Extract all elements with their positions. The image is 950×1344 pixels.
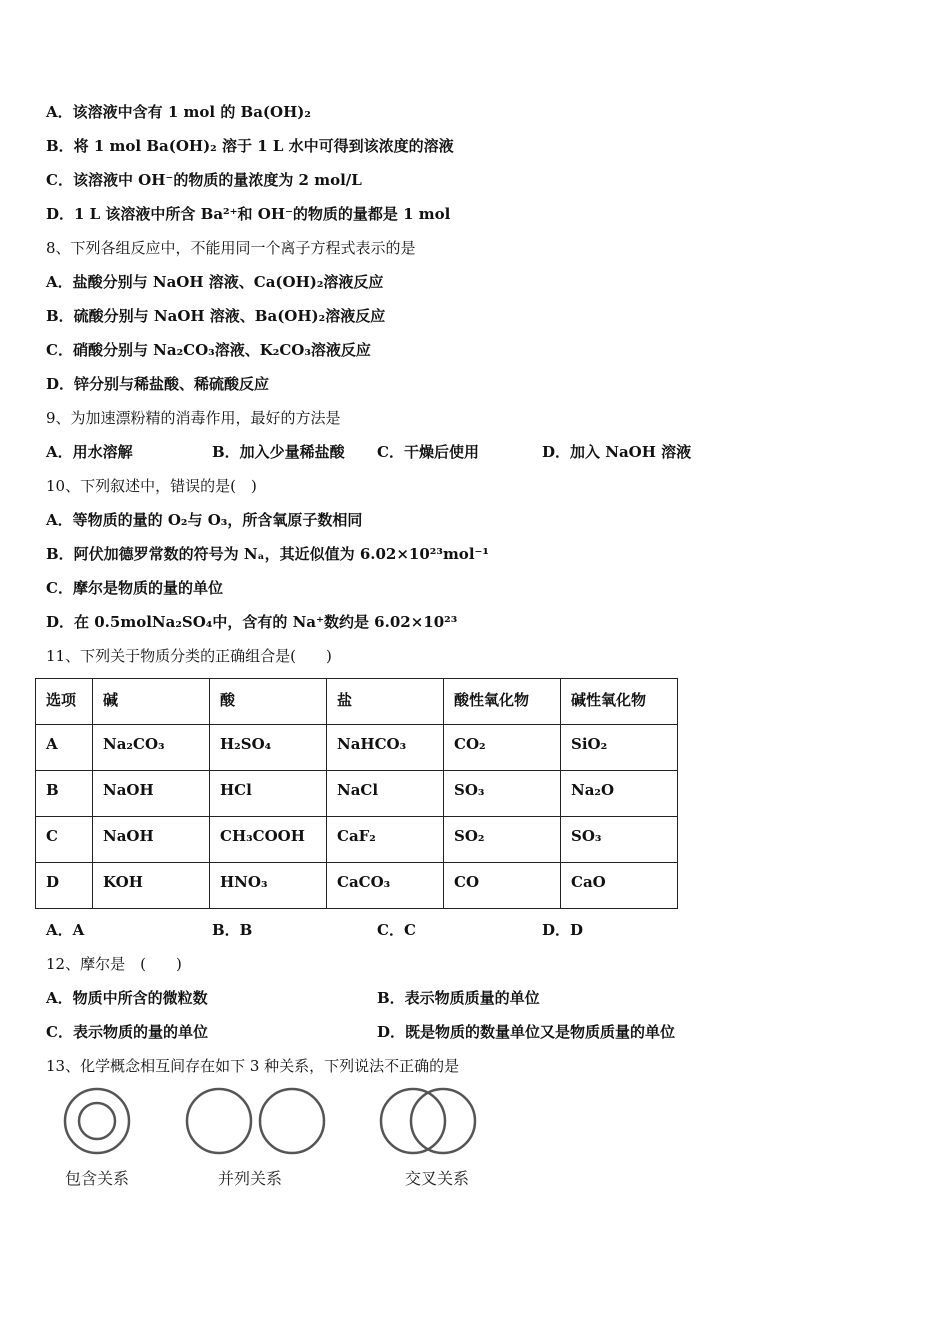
table-header-cell: 碱 bbox=[93, 679, 210, 725]
table-cell: NaOH bbox=[93, 771, 210, 817]
intersection-label: 交叉关系 bbox=[405, 1169, 470, 1188]
q10-option-d: D．在 0.5molNa₂SO₄中，含有的 Na⁺数约是 6.02×10²³ bbox=[46, 613, 458, 631]
table-header-cell: 碱性氧化物 bbox=[561, 679, 678, 725]
table-cell: CaO bbox=[561, 863, 678, 909]
table-cell: Na₂CO₃ bbox=[93, 725, 210, 771]
q10-option-c: C．摩尔是物质的量的单位 bbox=[46, 579, 223, 597]
relation-diagram bbox=[55, 1085, 495, 1195]
classification-table bbox=[35, 678, 678, 909]
q13-stem: 13、化学概念相互间存在如下 3 种关系，下列说法不正确的是 bbox=[46, 1057, 460, 1075]
table-row bbox=[36, 817, 678, 863]
table-cell: CO bbox=[444, 863, 561, 909]
table-cell: SO₃ bbox=[561, 817, 678, 863]
table-cell: A bbox=[36, 725, 93, 771]
table-header-row bbox=[36, 679, 678, 725]
left-overlap-circle bbox=[381, 1089, 445, 1153]
q10-option-a: A．等物质的量的 O₂与 O₃，所含氧原子数相同 bbox=[46, 511, 363, 529]
q11-stem: 11、下列关于物质分类的正确组合是( ) bbox=[46, 647, 332, 665]
q7-option-b: B．将 1 mol Ba(OH)₂ 溶于 1 L 水中可得到该浓度的溶液 bbox=[46, 137, 454, 155]
q11-option-b: B．B bbox=[212, 921, 253, 939]
q12-option-a: A．物质中所含的微粒数 bbox=[46, 989, 208, 1007]
table-header-cell: 选项 bbox=[36, 679, 93, 725]
table-cell: B bbox=[36, 771, 93, 817]
table-cell: CaCO₃ bbox=[327, 863, 444, 909]
q8-option-a: A．盐酸分别与 NaOH 溶液、Ca(OH)₂溶液反应 bbox=[46, 273, 384, 291]
q12-option-c: C．表示物质的量的单位 bbox=[46, 1023, 208, 1041]
table-cell: HNO₃ bbox=[210, 863, 327, 909]
table-cell: HCl bbox=[210, 771, 327, 817]
table-row bbox=[36, 771, 678, 817]
q11-option-c: C．C bbox=[377, 921, 416, 939]
table-cell: H₂SO₄ bbox=[210, 725, 327, 771]
outer-circle bbox=[65, 1089, 129, 1153]
containment-label: 包含关系 bbox=[65, 1169, 130, 1188]
q9-option-c: C．干燥后使用 bbox=[377, 443, 479, 461]
inner-circle bbox=[79, 1103, 115, 1139]
q8-option-b: B．硫酸分别与 NaOH 溶液、Ba(OH)₂溶液反应 bbox=[46, 307, 386, 325]
table-row bbox=[36, 725, 678, 771]
table-cell: NaOH bbox=[93, 817, 210, 863]
q7-option-a: A．该溶液中含有 1 mol 的 Ba(OH)₂ bbox=[46, 103, 311, 121]
table-header-cell: 酸性氧化物 bbox=[444, 679, 561, 725]
q11-option-a: A．A bbox=[46, 921, 85, 939]
table-cell: CO₂ bbox=[444, 725, 561, 771]
table-header-cell: 盐 bbox=[327, 679, 444, 725]
right-circle bbox=[260, 1089, 324, 1153]
q8-option-d: D．锌分别与稀盐酸、稀硫酸反应 bbox=[46, 375, 270, 393]
table-cell: D bbox=[36, 863, 93, 909]
q12-stem: 12、摩尔是 ( ) bbox=[46, 955, 182, 973]
table-cell: NaHCO₃ bbox=[327, 725, 444, 771]
right-overlap-circle bbox=[411, 1089, 475, 1153]
table-cell: Na₂O bbox=[561, 771, 678, 817]
q9-option-a: A．用水溶解 bbox=[46, 443, 133, 461]
parallel-relation-figure bbox=[187, 1089, 324, 1188]
q7-option-d: D．1 L 该溶液中所含 Ba²⁺和 OH⁻的物质的量都是 1 mol bbox=[46, 205, 451, 223]
left-circle bbox=[187, 1089, 251, 1153]
intersection-relation-figure bbox=[381, 1089, 475, 1188]
table-cell: CaF₂ bbox=[327, 817, 444, 863]
table-header-cell: 酸 bbox=[210, 679, 327, 725]
table-cell: SiO₂ bbox=[561, 725, 678, 771]
table-cell: NaCl bbox=[327, 771, 444, 817]
q8-stem: 8、下列各组反应中，不能用同一个离子方程式表示的是 bbox=[46, 239, 416, 257]
q9-stem: 9、为加速漂粉精的消毒作用，最好的方法是 bbox=[46, 409, 341, 427]
q12-option-d: D．既是物质的数量单位又是物质质量的单位 bbox=[377, 1023, 676, 1041]
q10-option-b: B．阿伏加德罗常数的符号为 Nₐ，其近似值为 6.02×10²³mol⁻¹ bbox=[46, 545, 489, 563]
q9-option-d: D．加入 NaOH 溶液 bbox=[542, 443, 692, 461]
q8-option-c: C．硝酸分别与 Na₂CO₃溶液、K₂CO₃溶液反应 bbox=[46, 341, 371, 359]
table-cell: C bbox=[36, 817, 93, 863]
q7-option-c: C．该溶液中 OH⁻的物质的量浓度为 2 mol/L bbox=[46, 171, 362, 189]
table-row bbox=[36, 863, 678, 909]
parallel-label: 并列关系 bbox=[218, 1169, 283, 1188]
q12-option-b: B．表示物质质量的单位 bbox=[377, 989, 540, 1007]
table-cell: CH₃COOH bbox=[210, 817, 327, 863]
table-cell: KOH bbox=[93, 863, 210, 909]
table-cell: SO₂ bbox=[444, 817, 561, 863]
q9-option-b: B．加入少量稀盐酸 bbox=[212, 443, 345, 461]
q10-stem: 10、下列叙述中，错误的是( ) bbox=[46, 477, 257, 495]
table-cell: SO₃ bbox=[444, 771, 561, 817]
containment-relation-figure bbox=[65, 1089, 129, 1188]
q11-option-d: D．D bbox=[542, 921, 584, 939]
